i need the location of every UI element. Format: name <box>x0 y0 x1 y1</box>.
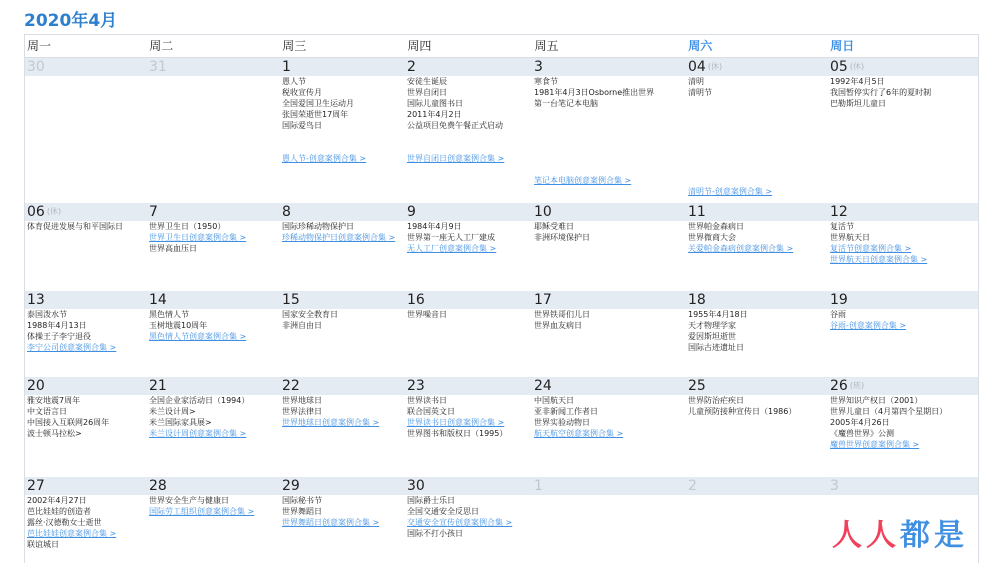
day-number <box>407 58 532 76</box>
event-item: 世界噪音日 <box>407 310 447 319</box>
event-item: 米兰国际家具展> <box>149 418 212 427</box>
event-spacer <box>688 98 828 120</box>
event-list <box>27 395 147 439</box>
event-item: 世界舞蹈日 <box>282 507 322 516</box>
case-collection-link[interactable]: 世界卫生日创意案例合集 > <box>149 233 247 242</box>
event-item: 世界铁哥们儿日 <box>534 310 590 319</box>
day-number-text: 22 <box>282 378 300 394</box>
day-number-text: 19 <box>830 292 848 308</box>
event-item: 2011年4月2日 <box>407 110 462 119</box>
event-item: 国际秘书节 <box>282 496 322 505</box>
case-collection-link[interactable]: 无人工厂创意案例合集 > <box>407 244 497 253</box>
day-cell[interactable] <box>147 291 280 377</box>
event-item: 1988年4月13日 <box>27 321 87 330</box>
day-number-text: 10 <box>534 204 552 220</box>
event-spacer <box>688 164 828 186</box>
day-number-text: 23 <box>407 378 425 394</box>
event-item: 世界知识产权日（2001） <box>830 396 923 405</box>
watermark-text-1: 人人 <box>832 518 900 553</box>
event-list <box>282 76 405 164</box>
event-list <box>27 309 147 353</box>
day-number-text: 05 <box>830 59 848 75</box>
event-item: 国际爵士乐日 <box>407 496 455 505</box>
event-item: 爱因斯坦逝世 <box>688 332 736 341</box>
event-item: 世界帕金森病日 <box>688 222 744 231</box>
event-item: 世界自闭日 <box>407 88 447 97</box>
event-spacer <box>688 120 828 142</box>
event-item: 世界微商大会 <box>688 233 736 242</box>
event-item: 清明 <box>688 77 704 86</box>
case-collection-link[interactable]: 复活节创意案例合集 > <box>830 244 912 253</box>
day-cell[interactable] <box>532 58 686 203</box>
day-cell[interactable] <box>405 58 532 203</box>
event-spacer <box>534 109 686 131</box>
event-item: 非洲自由日 <box>282 321 322 330</box>
holiday-tag-text: 休 <box>49 207 58 216</box>
event-list <box>407 76 532 164</box>
event-list <box>27 221 147 232</box>
event-item: 非洲环境保护日 <box>534 233 590 242</box>
day-number-text: 1 <box>282 59 291 75</box>
event-list <box>407 395 532 439</box>
week-row <box>25 377 978 477</box>
day-number-text: 24 <box>534 378 552 394</box>
day-number <box>27 203 147 221</box>
event-item: 世界第一座无人工厂建成 <box>407 233 495 242</box>
event-item: 谷雨 <box>830 310 846 319</box>
day-number <box>282 377 405 395</box>
day-cell[interactable] <box>686 58 828 203</box>
event-item: 国际儿童图书日 <box>407 99 463 108</box>
event-list <box>282 495 405 528</box>
day-number <box>534 291 686 309</box>
weekday-thu: 周四 <box>407 39 432 53</box>
event-item: 世界实验动物日 <box>534 418 590 427</box>
event-item: 复活节 <box>830 222 854 231</box>
day-number <box>149 477 280 495</box>
day-number-text: 9 <box>407 204 416 220</box>
event-item: 亚非新闻工作者日 <box>534 407 598 416</box>
day-number-text: 14 <box>149 292 167 308</box>
event-item: 国际古迹遗址日 <box>688 343 744 352</box>
day-number <box>407 477 532 495</box>
week-row <box>25 58 978 203</box>
day-number <box>27 291 147 309</box>
case-collection-link[interactable]: 世界读书日创意案例合集 > <box>407 418 505 427</box>
event-item: 世界安全生产与健康日 <box>149 496 229 505</box>
event-item: 天才物理学家 <box>688 321 736 330</box>
weekday-wed: 周三 <box>282 39 307 53</box>
event-item: 1984年4月9日 <box>407 222 462 231</box>
weekday-mon: 周一 <box>27 39 52 53</box>
event-spacer <box>534 131 686 153</box>
day-number <box>688 477 828 495</box>
event-item: 露丝·汉德勒女士逝世 <box>27 518 102 527</box>
day-number-text: 26 <box>830 378 848 394</box>
week-row <box>25 291 978 377</box>
week-row <box>25 203 978 291</box>
day-cell[interactable] <box>828 291 978 377</box>
day-number <box>830 291 978 309</box>
event-item: 中国接入互联网26周年 <box>27 418 110 427</box>
case-collection-link[interactable]: 魔兽世界创意案例合集 > <box>830 440 920 449</box>
day-cell[interactable] <box>147 58 280 203</box>
day-cell[interactable] <box>532 203 686 291</box>
event-list <box>830 395 978 450</box>
event-item: 1992年4月5日 <box>830 77 885 86</box>
day-cell[interactable] <box>686 377 828 477</box>
event-item: 联谊城日 <box>27 540 59 549</box>
event-item: 国际爱鸟日 <box>282 121 322 130</box>
event-list <box>688 221 828 254</box>
day-cell[interactable] <box>25 477 147 563</box>
event-list <box>149 495 280 517</box>
day-cell[interactable] <box>532 477 686 563</box>
event-item: 世界图书和版权日（1995） <box>407 429 508 438</box>
case-collection-link[interactable]: 黑色情人节创意案例合集 > <box>149 332 247 341</box>
day-number <box>282 291 405 309</box>
day-number <box>149 377 280 395</box>
holiday-tag-text: 休 <box>852 62 861 71</box>
day-cell[interactable] <box>686 477 828 563</box>
case-collection-link[interactable]: 航天航空创意案例合集 > <box>534 429 624 438</box>
day-number-text: 11 <box>688 204 706 220</box>
event-list <box>534 395 686 439</box>
event-spacer <box>688 142 828 164</box>
day-number <box>830 203 978 221</box>
day-number-text: 16 <box>407 292 425 308</box>
event-item: 2002年4月27日 <box>27 496 87 505</box>
event-item: 中国航天日 <box>534 396 574 405</box>
day-number <box>534 377 686 395</box>
day-cell[interactable] <box>147 477 280 563</box>
event-item: 全国企业家活动日（1994） <box>149 396 250 405</box>
event-item: 全国爱国卫生运动月 <box>282 99 354 108</box>
day-number-text: 17 <box>534 292 552 308</box>
day-number-text: 3 <box>830 478 839 494</box>
day-number <box>149 203 280 221</box>
event-list <box>149 309 280 342</box>
event-list <box>688 395 828 417</box>
weekday-sun: 周日 <box>830 39 855 53</box>
event-item: 1981年4月3日Osborne推出世界 <box>534 88 655 97</box>
event-item: 世界儿童日（4月第四个星期日） <box>830 407 948 416</box>
day-number <box>830 477 978 495</box>
event-item: 雅安地震7周年 <box>27 396 81 405</box>
day-number <box>27 58 147 76</box>
event-list <box>830 76 978 109</box>
weeks-container <box>25 58 978 563</box>
event-item: 米兰设计周> <box>149 407 196 416</box>
case-collection-link[interactable]: 世界航天日创意案例合集 > <box>830 255 928 264</box>
case-collection-link[interactable]: 世界舞蹈日创意案例合集 > <box>282 518 380 527</box>
case-collection-link[interactable]: 交通安全宣传创意案例合集 > <box>407 518 513 527</box>
day-number-text: 8 <box>282 204 291 220</box>
event-list <box>688 76 828 197</box>
event-item: 世界法律日 <box>282 407 322 416</box>
day-number-text: 04 <box>688 59 706 75</box>
event-item: 世界航天日 <box>830 233 870 242</box>
day-number <box>534 477 686 495</box>
event-item: 世界卫生日（1950） <box>149 222 226 231</box>
case-collection-link[interactable]: 世界自闭日创意案例合集 > <box>407 154 505 163</box>
holiday-tag-text: 休 <box>710 62 719 71</box>
day-cell[interactable] <box>147 203 280 291</box>
day-cell[interactable] <box>25 58 147 203</box>
holiday-tag: (休) <box>849 62 865 71</box>
day-number-text: 12 <box>830 204 848 220</box>
day-number-text: 25 <box>688 378 706 394</box>
day-cell[interactable] <box>532 291 686 377</box>
day-number-text: 2 <box>407 59 416 75</box>
event-item: 公益项目免费午餐正式启动 <box>407 121 503 130</box>
day-cell[interactable] <box>405 477 532 563</box>
event-item: 芭比娃娃的创造者 <box>27 507 91 516</box>
event-list <box>830 309 978 331</box>
event-list <box>830 221 978 265</box>
day-number-text: 20 <box>27 378 45 394</box>
event-item: 体操王子李宁退役 <box>27 332 91 341</box>
event-item: 全国交通安全反思日 <box>407 507 479 516</box>
day-number-text: 15 <box>282 292 300 308</box>
event-item: 世界血友病日 <box>534 321 582 330</box>
day-cell[interactable] <box>828 58 978 203</box>
day-number-text: 31 <box>149 59 167 75</box>
event-item: 泰国泼水节 <box>27 310 67 319</box>
event-item: 联合国英文日 <box>407 407 455 416</box>
day-cell[interactable] <box>532 377 686 477</box>
holiday-tag: (班) <box>849 381 865 390</box>
event-item: 巴勒斯坦儿童日 <box>830 99 886 108</box>
case-collection-link[interactable]: 珍稀动物保护日创意案例合集 > <box>282 233 396 242</box>
case-collection-link[interactable]: 世界地球日创意案例合集 > <box>282 418 380 427</box>
day-number-text: 21 <box>149 378 167 394</box>
event-item: 第一台笔记本电脑 <box>534 99 598 108</box>
event-list <box>407 309 532 320</box>
event-list <box>534 76 686 186</box>
day-number <box>688 291 828 309</box>
event-list <box>688 309 828 353</box>
event-item: 黑色情人节 <box>149 310 189 319</box>
day-number <box>688 377 828 395</box>
day-cell[interactable] <box>25 377 147 477</box>
event-item: 世界地球日 <box>282 396 322 405</box>
event-item: 世界高血压日 <box>149 244 197 253</box>
day-number <box>688 203 828 221</box>
weekday-header <box>25 35 978 58</box>
case-collection-link[interactable]: 笔记本电脑创意案例合集 > <box>534 176 632 185</box>
event-item: 寒食节 <box>534 77 558 86</box>
event-item: 耶稣受难日 <box>534 222 574 231</box>
calendar-title: 2020年4月 <box>24 11 118 31</box>
day-cell[interactable] <box>828 203 978 291</box>
event-item: 世界防治疟疾日 <box>688 396 744 405</box>
case-collection-link[interactable]: 李宁公司创意案例合集 > <box>27 343 117 352</box>
event-item: 愚人节 <box>282 77 306 86</box>
day-number <box>282 477 405 495</box>
weekday-fri: 周五 <box>534 39 559 53</box>
day-number-text: 1 <box>534 478 543 494</box>
day-number <box>830 377 978 395</box>
day-number <box>407 377 532 395</box>
event-item: 张国荣逝世17周年 <box>282 110 349 119</box>
event-list <box>149 221 280 254</box>
event-item: 儿童预防接种宣传日（1986） <box>688 407 797 416</box>
calendar-grid <box>24 34 979 563</box>
watermark-logo <box>832 510 968 554</box>
event-item: 国家安全教育日 <box>282 310 338 319</box>
day-number <box>27 377 147 395</box>
event-item: 清明节 <box>688 88 712 97</box>
case-collection-link[interactable]: 清明节-创意案例合集 > <box>688 187 773 196</box>
day-number <box>149 58 280 76</box>
case-collection-link[interactable]: 芭比娃娃创意案例合集 > <box>27 529 117 538</box>
day-number <box>688 58 828 76</box>
event-spacer <box>534 153 686 175</box>
day-number <box>149 291 280 309</box>
event-item: 中文语言日 <box>27 407 67 416</box>
day-number-text: 28 <box>149 478 167 494</box>
day-number-text: 2 <box>688 478 697 494</box>
holiday-tag: (休) <box>707 62 723 71</box>
day-cell[interactable] <box>405 203 532 291</box>
event-list <box>282 395 405 428</box>
day-cell[interactable] <box>280 58 405 203</box>
event-list <box>534 309 686 331</box>
weekday-tue: 周二 <box>149 39 174 53</box>
event-item: 税收宣传月 <box>282 88 322 97</box>
event-item: 体育促进发展与和平国际日 <box>27 222 123 231</box>
day-number-text: 13 <box>27 292 45 308</box>
day-number <box>830 58 978 76</box>
day-number-text: 7 <box>149 204 158 220</box>
day-number <box>534 203 686 221</box>
day-number-text: 06 <box>27 204 45 220</box>
day-cell[interactable] <box>25 291 147 377</box>
day-cell[interactable] <box>280 377 405 477</box>
case-collection-link[interactable]: 国际劳工组织创意案例合集 > <box>149 507 255 516</box>
day-number-text: 29 <box>282 478 300 494</box>
weekday-sat: 周六 <box>688 39 713 53</box>
event-item: 世界读书日 <box>407 396 447 405</box>
day-cell[interactable] <box>405 291 532 377</box>
day-cell[interactable] <box>280 203 405 291</box>
event-item: 安徒生诞辰 <box>407 77 447 86</box>
event-list <box>27 495 147 550</box>
event-item: 国际不打小孩日 <box>407 529 463 538</box>
event-spacer <box>407 131 532 153</box>
event-item: 2005年4月26日 <box>830 418 890 427</box>
day-cell[interactable] <box>828 377 978 477</box>
event-item: 玉树地震10周年 <box>149 321 208 330</box>
event-list <box>407 495 532 539</box>
day-number-text: 30 <box>407 478 425 494</box>
case-collection-link[interactable]: 关爱帕金森病创意案例合集 > <box>688 244 794 253</box>
event-item: 我国暂停实行了6年的夏时制 <box>830 88 932 97</box>
event-item: 国际珍稀动物保护日 <box>282 222 354 231</box>
event-item: 1955年4月18日 <box>688 310 748 319</box>
event-spacer <box>282 131 405 153</box>
day-cell[interactable] <box>147 377 280 477</box>
day-cell[interactable] <box>280 291 405 377</box>
day-number-text: 30 <box>27 59 45 75</box>
day-number <box>534 58 686 76</box>
day-number <box>407 203 532 221</box>
holiday-tag: (休) <box>46 207 62 216</box>
day-cell[interactable] <box>405 377 532 477</box>
day-number <box>282 58 405 76</box>
day-cell[interactable] <box>280 477 405 563</box>
day-cell[interactable] <box>686 203 828 291</box>
day-number <box>27 477 147 495</box>
event-list <box>282 221 405 243</box>
day-cell[interactable] <box>686 291 828 377</box>
event-item: 《魔兽世界》公测 <box>830 429 894 438</box>
holiday-tag-text: 班 <box>852 381 861 390</box>
day-cell[interactable] <box>25 203 147 291</box>
event-list <box>534 221 686 243</box>
day-number <box>407 291 532 309</box>
case-collection-link[interactable]: 谷雨-创意案例合集 > <box>830 321 907 330</box>
event-list <box>407 221 532 254</box>
day-number-text: 18 <box>688 292 706 308</box>
event-list <box>149 395 280 439</box>
watermark-text-2: 都是 <box>900 518 968 553</box>
case-collection-link[interactable]: 愚人节-创意案例合集 > <box>282 154 367 163</box>
day-number-text: 3 <box>534 59 543 75</box>
day-number <box>282 203 405 221</box>
event-list <box>282 309 405 331</box>
case-collection-link[interactable]: 米兰设计周创意案例合集 > <box>149 429 247 438</box>
event-item: 波士顿马拉松> <box>27 429 82 438</box>
day-number-text: 27 <box>27 478 45 494</box>
